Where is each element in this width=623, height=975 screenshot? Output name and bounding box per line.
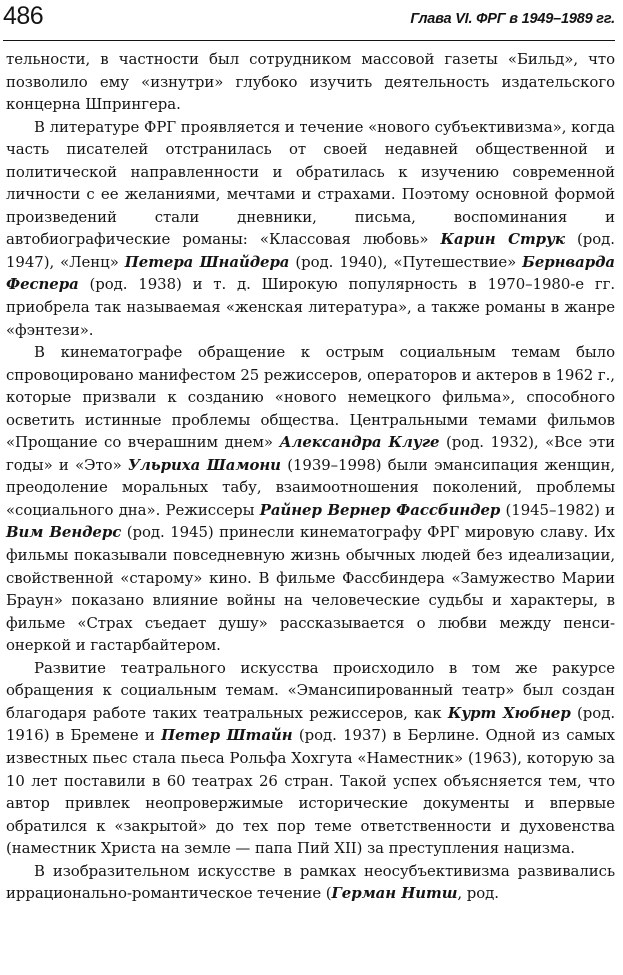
paragraph bbox=[6, 657, 615, 860]
text-run: (род. 1947), «Ленц» bbox=[6, 230, 615, 271]
person-name: Вим Вендерс bbox=[6, 523, 122, 542]
text-run: (род. 1916) в Бремене и bbox=[6, 703, 615, 745]
paragraph bbox=[6, 341, 615, 657]
text-run: (род. 1940), «Путешествие» bbox=[289, 252, 523, 271]
person-name: Александра Клуге bbox=[279, 433, 440, 452]
running-head: Глава VI. ФРГ в 1949–1989 гг. bbox=[410, 11, 615, 27]
paragraph bbox=[6, 860, 615, 905]
page-number: 486 bbox=[3, 2, 44, 30]
person-name: Петера Шнайдера bbox=[124, 252, 290, 271]
person-name: Петер Штайн bbox=[161, 726, 293, 745]
person-name: Ульриха Шамони bbox=[127, 455, 281, 474]
person-name: Карин Струк bbox=[440, 230, 565, 249]
body-text bbox=[6, 48, 615, 905]
person-name: Герман Нитш bbox=[331, 884, 458, 903]
text-run: В кинематографе обращение к острым социальным темам было спровоцировано манифестом 25 режиссеров, операторов и актеров в 1962 г., которые призвали к созданию «нового немецкого фильма», способного осветить истинные проблемы общества. Центральными темами фильмов «Прощание со вчерашним днем» bbox=[6, 343, 615, 452]
text-run: (род. 1932), «Все эти годы» и «Это» bbox=[6, 433, 616, 474]
person-name: Райнер Вернер Фассбиндер bbox=[259, 500, 501, 519]
page-header bbox=[3, 2, 615, 41]
text-run: (род. 1945) принесли кинематографу ФРГ мировую славу. Их фильмы показывали повседневную жизнь обычных людей без идеализации, свойственной «старому» кино. В фильме Фассбиндера «Замужество Марии Браун» показано влияние войны на человеческие судьбы и характеры, в фильме «Страх съедает душу» рассказывается о любви между пенсионеркой и гастарбайтером. bbox=[6, 523, 615, 655]
text-run: тельности, в частности был сотрудником массовой газеты «Бильд», что позволило ему «изнутри» глубоко изучить деятельность издательского концерна Шпрингера. bbox=[6, 50, 615, 114]
text-run: В литературе ФРГ проявляется и течение «нового субъективизма», когда часть писателей отстранилась от своей недавней общественной и политической направленности и обратилась к изучению современной личности с ее желаниями, мечтами и страхами. Поэтому основной формой произведений стали дневники, письма, воспоминания и автобиографические романы: «Классовая любовь» bbox=[6, 117, 615, 249]
person-name: Курт Хюбнер bbox=[447, 703, 571, 722]
paragraph bbox=[6, 116, 615, 341]
text-run: В изобразительном искусстве в рамках неосубъективизма развивались иррационально-романтическое течение ( bbox=[6, 861, 615, 903]
text-run: , род. bbox=[457, 884, 499, 903]
paragraph bbox=[6, 48, 615, 116]
text-run: (1939–1998) были эмансипация женщин, преодоление моральных табу, взаимоотношения поколений, проблемы «социального дна». Режиссеры bbox=[6, 455, 616, 519]
text-run: Развитие театрального искусства происходило в том же ракурсе обращения к социальным темам. «Эмансипированный театр» был создан благодаря работе таких театральных режиссеров, как bbox=[6, 658, 615, 722]
text-run: (1945–1982) и bbox=[500, 500, 615, 519]
person-name: Бернварда Феспера bbox=[6, 252, 615, 294]
text-run: (род. 1937) в Берлине. Одной из самых известных пьес стала пьеса Рольфа Хохгута «Наместник» (1963), которую за 10 лет поставили в 60 театрах 26 стран. Такой успех объясняется тем, что автор привлек неопровержимые исторические документы и впервые обратился к «закрытой» до тех пор теме ответственности и духовенства (наместник Христа на земле — папа Пий XII) за преступления нацизма. bbox=[6, 726, 615, 858]
text-run: (род. 1938) и т. д. Широкую популярность в 1970–1980-е гг. приобрела так называемая «женская литература», а также романы в жанре «фэнтези». bbox=[6, 275, 615, 339]
